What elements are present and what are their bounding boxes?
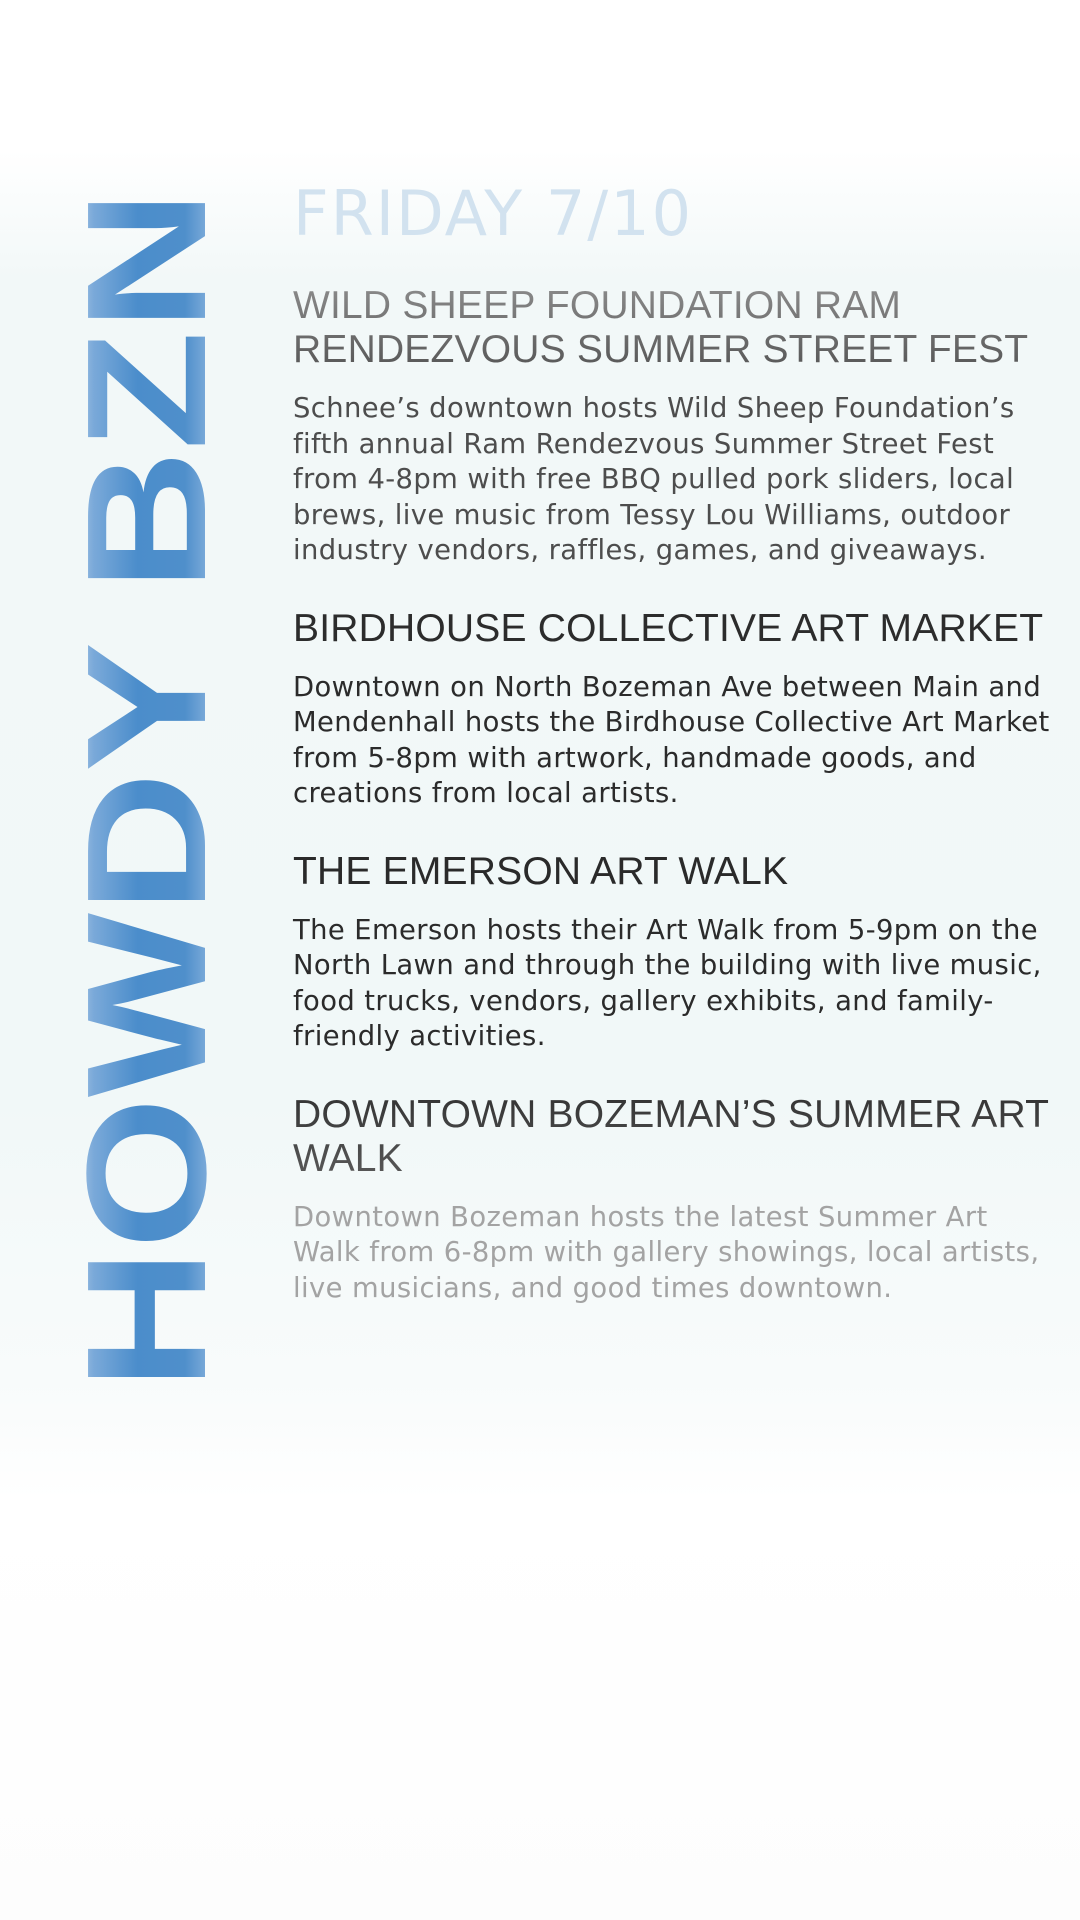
event-title: THE EMERSON ART WALK	[293, 849, 789, 893]
event-description: Downtown on North Bozeman Ave between Main and Mendenhall hosts the Birdhouse Collective Art Market from 5-8pm with artwork, handmade goods, and creations from local artists.	[293, 671, 1050, 809]
brand-wordmark-graphic	[52, 190, 242, 1390]
event-description: The Emerson hosts their Art Walk from 5-9pm on the North Lawn and through the building with live music, food trucks, vendors, gallery exhibits, and family-friendly activities.	[293, 914, 1042, 1052]
event-title: BIRDHOUSE COLLECTIVE ART MARKET	[293, 606, 1044, 650]
events-list	[293, 176, 1063, 1344]
brand-vertical-text: HOWDY BZN	[52, 344, 242, 1390]
event-description: Schnee’s downtown hosts Wild Sheep Foundation’s fifth annual Ram Rendezvous Summer Street Fest from 4-8pm with free BBQ pulled pork sliders, local brews, live music from Tessy Lou Williams, outdoor industry vendors, raffles, games, and giveaways.	[293, 393, 1015, 566]
event-item	[293, 1093, 1063, 1307]
event-item	[293, 284, 1063, 569]
vertical-brand-wordmark	[52, 190, 242, 1390]
event-item	[293, 850, 1063, 1055]
event-title: DOWNTOWN BOZEMAN’S SUMMER ART WALK	[293, 1093, 1063, 1181]
date-heading: FRIDAY 7/10	[293, 177, 694, 250]
event-item	[293, 607, 1063, 812]
event-description: Downtown Bozeman hosts the latest Summer Art Walk from 6-8pm with gallery showings, local artists, live musicians, and good times downtown.	[293, 1201, 1040, 1304]
event-title: WILD SHEEP FOUNDATION RAM RENDEZVOUS SUMMER STREET FEST	[293, 284, 1063, 372]
